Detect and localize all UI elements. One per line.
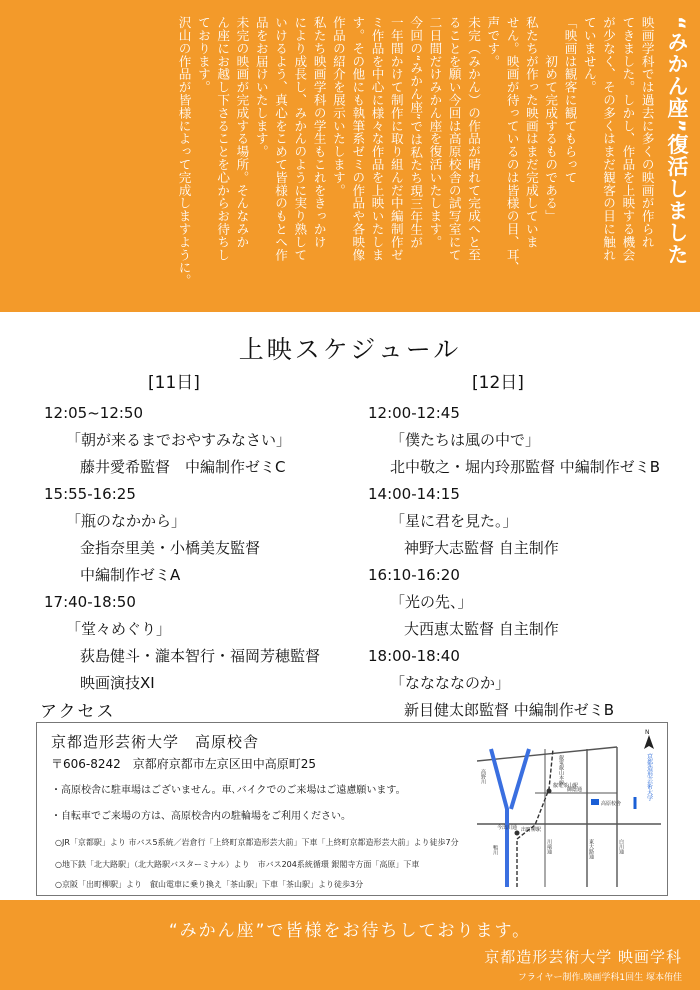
screening-title: 「瓶のなかから」: [66, 512, 187, 530]
day2-label: [12日]: [472, 373, 524, 393]
schedule-title: 上映スケジュール: [238, 335, 462, 364]
route-jr: ○JR「京都駅」より 市バス5系統／岩倉行「上終町京都造形芸大前」下車「上終町京都造形芸大前」より徒歩7分: [55, 838, 459, 847]
intro-line: 今回の“みかん座”では私たち現三年生が: [408, 16, 424, 249]
intro-line: 未完（みかん）の作品が晴れて完成へと至: [466, 16, 482, 262]
screening-title: 「僕たちは風の中で」: [390, 431, 541, 449]
north-label: N: [645, 729, 650, 736]
screening-credit: 映画演技XI: [80, 674, 155, 692]
access-address: 〒606-8242 京都府京都市左京区田中高原町25: [51, 757, 317, 771]
screening-credit: 神野大志監督 自主制作: [404, 539, 559, 557]
intro-line: 一年間かけて制作に取り組んだ中編制作ゼ: [388, 16, 404, 262]
footer-credit: フライヤー制作.映画学科1回生 塚本侑佳: [517, 973, 682, 983]
intro-line: せん。映画が待っているのは皆様の目、耳、: [504, 16, 520, 274]
intro-line: ることを願い今回は高原校舎の試写室にて: [446, 16, 462, 262]
day1-schedule: [44, 400, 320, 697]
day1-label: [11日]: [148, 373, 200, 393]
parking-note: ・高原校舎に駐車場はございません。車､バイクでのご来場はご遠慮願います。: [51, 785, 406, 796]
screening-time: 15:55-16:25: [44, 485, 136, 503]
intro-line: ております。: [195, 16, 211, 94]
day2-schedule: [368, 400, 660, 724]
intro-panel: [0, 0, 700, 312]
road-label: 鴨川: [492, 845, 498, 855]
screening-credit: 新目健太郎監督 中編制作ゼミB: [404, 701, 615, 719]
footer-panel: [0, 900, 700, 990]
intro-line: 「映画は観客に観てもらって: [562, 16, 578, 184]
intro-line: 映画学科では過去に多くの映画が作られ: [639, 16, 655, 249]
intro-line: てきました。しかし、作品を上映する機会: [620, 16, 636, 262]
screening-title: 北中敬之・堀内玲那監督 中編制作ゼミB: [390, 458, 661, 476]
access-heading: アクセス: [40, 702, 116, 722]
intro-line: 沢山の作品が皆様によって完成しますように。: [176, 16, 192, 287]
screening-credit: 荻島健斗・瀧本智行・福岡芳穂監督: [80, 647, 321, 665]
intro-title: “みかん座”復活しました: [665, 16, 689, 266]
intro-line: により成長し、みかんのように実り熟して: [292, 16, 308, 262]
intro-text: [174, 16, 689, 308]
intro-line: 初めて完成するものである」: [543, 16, 559, 223]
intro-line: す。その他にも執筆系ゼミの作品や各映像: [350, 16, 366, 262]
station-label: 叡電茶山駅: [553, 783, 579, 789]
road-label: 川端通: [546, 839, 552, 854]
screening-credit: 大西恵太監督 自主制作: [404, 620, 559, 638]
footer-department: 京都造形芸術大学 映画学科: [484, 948, 682, 966]
screening-title: 「朝が来るまでおやすみなさい」: [66, 431, 292, 449]
screening-time: 17:40-18:50: [44, 593, 136, 611]
screening-credit: 中編制作ゼミA: [80, 566, 181, 584]
screening-credit: 金指奈里美・小橋美友監督: [80, 539, 261, 557]
intro-line: 二日間だけみかん座を復活いたします。: [427, 16, 443, 249]
footer-message: “みかん座”で皆様をお待ちしております。: [168, 921, 532, 941]
intro-line: 声です。: [485, 16, 501, 68]
screening-time: 14:00-14:15: [368, 485, 460, 503]
screening-credit: 藤井愛希監督 中編制作ゼミC: [80, 458, 286, 476]
screening-time: 18:00-18:40: [368, 647, 460, 665]
screening-title: 「星に君を見た。」: [390, 512, 518, 530]
road-label: 白川通: [618, 839, 624, 854]
route-subway: ○地下鉄「北大路駅」（北大路駅バスターミナル）より 市バス204系統循環 銀閣寺方面「高原」下車: [55, 860, 420, 869]
road-label: 今出川通: [497, 825, 518, 831]
road-label: 東大路通: [588, 839, 594, 859]
campus-marker: [591, 799, 599, 805]
map-station: [547, 789, 552, 794]
map-station: [515, 831, 520, 836]
intro-line: 作品の紹介を展示いたします。: [330, 16, 346, 197]
intro-line: いけるよう、真心をこめて皆様のもとへ作: [273, 16, 289, 262]
intro-line: が少なく、その多くはまだ観客の目に触れ: [601, 16, 617, 262]
screening-time: 12:05~12:50: [44, 404, 144, 422]
screening-time: 12:00-12:45: [368, 404, 460, 422]
access-university: 京都造形芸術大学 高原校舎: [51, 733, 260, 751]
road-label: 叡電叡山本線: [558, 755, 564, 785]
intro-line: 未完の映画が完成する場所。そんなみか: [234, 16, 250, 249]
campus-side-label: 京都造形芸術大学: [645, 753, 653, 801]
intro-line: 私たちが作った映画はまだ完成していま: [523, 16, 539, 249]
access-map: [477, 729, 661, 887]
road-label: 御蔭通: [567, 787, 583, 793]
intro-line: 品をお届けいたします。: [253, 16, 269, 158]
screening-title: 「ななななのか」: [390, 674, 511, 692]
campus-legend: 高原校舎: [601, 801, 622, 807]
intro-line: ていません。: [581, 16, 597, 94]
route-keihan: ○京阪「出町柳駅」より 叡山電車に乗り換え「茶山駅」下車「茶山駅」より徒歩3分: [55, 880, 364, 889]
access-box: [36, 722, 668, 896]
road-label: 高野川: [480, 769, 486, 784]
intro-line: 私たち映画学科の学生もこれをきっかけ: [311, 16, 327, 249]
screening-title: 「堂々めぐり」: [66, 620, 172, 638]
screening-title: 「光の先、」: [390, 593, 473, 611]
intro-line: ん座にお越し下さることを心からお待ちし: [215, 16, 231, 262]
station-label: 出町柳駅: [521, 827, 542, 833]
intro-line: ミ作品を中心に様々な作品を上映いたしま: [369, 16, 385, 262]
bicycle-note: ・自転車でご来場の方は、高原校舎内の駐輪場をご利用ください。: [51, 811, 351, 822]
screening-time: 16:10-16:20: [368, 566, 460, 584]
